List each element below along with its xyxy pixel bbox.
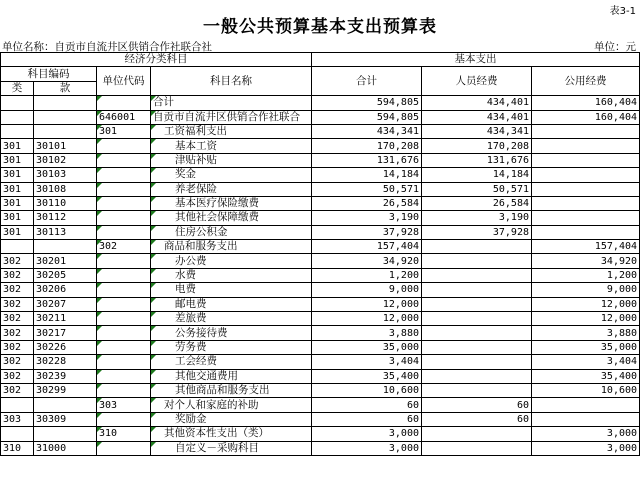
cell-class: [1, 240, 34, 254]
table-row: [1, 369, 640, 383]
cell-item: 30309: [34, 412, 97, 426]
cell-personnel: 60: [422, 412, 532, 426]
cell-item: 30113: [34, 225, 97, 239]
cell-total: 3,190: [312, 211, 422, 225]
cell-personnel: [422, 427, 532, 441]
cell-total: 37,928: [312, 225, 422, 239]
cell-class: [1, 124, 34, 138]
cell-unit-code: [97, 196, 151, 210]
cell-public: 3,000: [532, 427, 640, 441]
table-row: [1, 196, 640, 210]
table-row: [1, 312, 640, 326]
header-class: 类: [1, 81, 34, 95]
cell-public: 3,404: [532, 355, 640, 369]
cell-total: 9,000: [312, 283, 422, 297]
table-row: [1, 168, 640, 182]
cell-personnel: [422, 297, 532, 311]
cell-total: 60: [312, 412, 422, 426]
cell-public: 157,404: [532, 240, 640, 254]
cell-public: 9,000: [532, 283, 640, 297]
header-unit-code: 单位代码: [97, 67, 151, 96]
cell-unit-code: [97, 283, 151, 297]
cell-subject-name: 其他商品和服务支出: [151, 383, 312, 397]
cell-unit-code: 302: [97, 240, 151, 254]
cell-class: 301: [1, 211, 34, 225]
cell-public: 35,400: [532, 369, 640, 383]
cell-total: 35,400: [312, 369, 422, 383]
cell-subject-name: 公务接待费: [151, 326, 312, 340]
cell-personnel: [422, 254, 532, 268]
cell-personnel: [422, 283, 532, 297]
cell-public: 34,920: [532, 254, 640, 268]
cell-total: 12,000: [312, 297, 422, 311]
cell-unit-code: [97, 139, 151, 153]
table-row: [1, 398, 640, 412]
cell-total: 10,600: [312, 383, 422, 397]
cell-personnel: 50,571: [422, 182, 532, 196]
cell-public: [532, 153, 640, 167]
cell-total: 170,208: [312, 139, 422, 153]
cell-total: 35,000: [312, 340, 422, 354]
cell-item: 30207: [34, 297, 97, 311]
cell-unit-code: [97, 254, 151, 268]
cell-subject-name: 商品和服务支出: [151, 240, 312, 254]
cell-personnel: 26,584: [422, 196, 532, 210]
cell-unit-code: [97, 355, 151, 369]
cell-subject-name: 办公费: [151, 254, 312, 268]
cell-total: 50,571: [312, 182, 422, 196]
cell-public: 35,000: [532, 340, 640, 354]
cell-total: 3,404: [312, 355, 422, 369]
cell-public: 3,880: [532, 326, 640, 340]
cell-item: [34, 110, 97, 124]
cell-personnel: [422, 383, 532, 397]
cell-personnel: 3,190: [422, 211, 532, 225]
table-row: [1, 240, 640, 254]
cell-subject-name: 养老保险: [151, 182, 312, 196]
cell-item: 30201: [34, 254, 97, 268]
cell-personnel: 170,208: [422, 139, 532, 153]
cell-unit-code: [97, 268, 151, 282]
budget-table: [0, 52, 640, 456]
cell-item: 30206: [34, 283, 97, 297]
cell-personnel: [422, 355, 532, 369]
cell-unit-code: [97, 96, 151, 110]
cell-total: 60: [312, 398, 422, 412]
cell-subject-name: 奖金: [151, 168, 312, 182]
cell-personnel: 434,401: [422, 96, 532, 110]
cell-total: 1,200: [312, 268, 422, 282]
cell-personnel: 131,676: [422, 153, 532, 167]
cell-subject-name: 合计: [151, 96, 312, 110]
cell-class: 302: [1, 254, 34, 268]
cell-item: [34, 240, 97, 254]
cell-public: [532, 225, 640, 239]
cell-public: 160,404: [532, 96, 640, 110]
cell-personnel: [422, 240, 532, 254]
cell-item: 30108: [34, 182, 97, 196]
cell-public: [532, 412, 640, 426]
cell-item: 30110: [34, 196, 97, 210]
cell-item: [34, 427, 97, 441]
cell-public: 12,000: [532, 312, 640, 326]
table-row: [1, 326, 640, 340]
cell-item: 30101: [34, 139, 97, 153]
cell-personnel: [422, 441, 532, 455]
cell-total: 3,880: [312, 326, 422, 340]
cell-unit-code: [97, 383, 151, 397]
cell-total: 26,584: [312, 196, 422, 210]
cell-subject-name: 工资福利支出: [151, 124, 312, 138]
cell-class: 301: [1, 168, 34, 182]
cell-item: 30239: [34, 369, 97, 383]
table-row: [1, 225, 640, 239]
cell-unit-code: 646001: [97, 110, 151, 124]
cell-class: 302: [1, 355, 34, 369]
cell-class: 301: [1, 196, 34, 210]
cell-class: 302: [1, 326, 34, 340]
cell-public: [532, 398, 640, 412]
cell-personnel: 434,401: [422, 110, 532, 124]
cell-class: 302: [1, 383, 34, 397]
cell-subject-name: 水费: [151, 268, 312, 282]
cell-class: 302: [1, 283, 34, 297]
cell-total: 594,805: [312, 96, 422, 110]
cell-personnel: [422, 268, 532, 282]
header-row-1: [1, 53, 640, 67]
cell-public: 160,404: [532, 110, 640, 124]
table-row: [1, 182, 640, 196]
header-econ-class: 经济分类科目: [1, 53, 312, 67]
table-row: [1, 383, 640, 397]
cell-total: 3,000: [312, 427, 422, 441]
cell-personnel: [422, 312, 532, 326]
cell-unit-code: [97, 211, 151, 225]
page-title: 一般公共预算基本支出预算表: [203, 17, 437, 37]
cell-item: 30103: [34, 168, 97, 182]
header-personnel: 人员经费: [422, 67, 532, 96]
cell-class: [1, 96, 34, 110]
cell-unit-code: [97, 168, 151, 182]
cell-personnel: 37,928: [422, 225, 532, 239]
table-row: [1, 254, 640, 268]
header-subject-code: 科目编码: [1, 67, 97, 81]
cell-subject-name: 其他资本性支出（类）: [151, 427, 312, 441]
table-row: [1, 412, 640, 426]
cell-class: 301: [1, 139, 34, 153]
cell-class: 302: [1, 340, 34, 354]
cell-item: 31000: [34, 441, 97, 455]
cell-personnel: 434,341: [422, 124, 532, 138]
cell-item: 30102: [34, 153, 97, 167]
cell-public: [532, 211, 640, 225]
table-row: [1, 96, 640, 110]
cell-total: 14,184: [312, 168, 422, 182]
cell-public: 3,000: [532, 441, 640, 455]
cell-unit-code: [97, 182, 151, 196]
cell-subject-name: 劳务费: [151, 340, 312, 354]
cell-subject-name: 津贴补贴: [151, 153, 312, 167]
table-row: [1, 124, 640, 138]
cell-subject-name: 邮电费: [151, 297, 312, 311]
cell-public: 12,000: [532, 297, 640, 311]
table-row: [1, 153, 640, 167]
cell-item: 30226: [34, 340, 97, 354]
cell-personnel: [422, 326, 532, 340]
table-row: [1, 297, 640, 311]
cell-item: [34, 124, 97, 138]
cell-subject-name: 差旅费: [151, 312, 312, 326]
cell-unit-code: [97, 369, 151, 383]
cell-item: [34, 398, 97, 412]
cell-total: 12,000: [312, 312, 422, 326]
currency-unit-label: 单位：元: [594, 41, 636, 53]
cell-public: [532, 196, 640, 210]
cell-class: 301: [1, 153, 34, 167]
cell-item: 30217: [34, 326, 97, 340]
cell-personnel: 14,184: [422, 168, 532, 182]
cell-class: 302: [1, 268, 34, 282]
cell-public: [532, 124, 640, 138]
cell-subject-name: 其他社会保障缴费: [151, 211, 312, 225]
table-row: [1, 211, 640, 225]
cell-public: 10,600: [532, 383, 640, 397]
cell-class: 302: [1, 369, 34, 383]
cell-total: 434,341: [312, 124, 422, 138]
cell-class: 303: [1, 412, 34, 426]
cell-unit-code: [97, 412, 151, 426]
cell-item: 30211: [34, 312, 97, 326]
cell-public: 1,200: [532, 268, 640, 282]
header-total: 合计: [312, 67, 422, 96]
table-row: [1, 340, 640, 354]
cell-total: 594,805: [312, 110, 422, 124]
cell-subject-name: 对个人和家庭的补助: [151, 398, 312, 412]
cell-item: 30205: [34, 268, 97, 282]
header-subject-name: 科目名称: [151, 67, 312, 96]
cell-class: 302: [1, 297, 34, 311]
header-basic-expense: 基本支出: [312, 53, 640, 67]
header-item: 款: [34, 81, 97, 95]
cell-subject-name: 工会经费: [151, 355, 312, 369]
cell-total: 34,920: [312, 254, 422, 268]
cell-class: [1, 398, 34, 412]
header-row-2: [1, 67, 640, 81]
cell-subject-name: 自定义－采购科目: [151, 441, 312, 455]
cell-total: 157,404: [312, 240, 422, 254]
cell-unit-code: 301: [97, 124, 151, 138]
cell-public: [532, 168, 640, 182]
table-row: [1, 139, 640, 153]
cell-public: [532, 182, 640, 196]
cell-class: [1, 110, 34, 124]
table-row: [1, 268, 640, 282]
cell-personnel: [422, 340, 532, 354]
cell-subject-name: 基本工资: [151, 139, 312, 153]
cell-unit-code: 303: [97, 398, 151, 412]
cell-total: 131,676: [312, 153, 422, 167]
cell-unit-code: [97, 441, 151, 455]
cell-subject-name: 自贡市自流井区供销合作社联合: [151, 110, 312, 124]
cell-total: 3,000: [312, 441, 422, 455]
cell-class: 301: [1, 225, 34, 239]
cell-unit-code: [97, 153, 151, 167]
cell-subject-name: 奖励金: [151, 412, 312, 426]
table-row: [1, 355, 640, 369]
table-row: [1, 110, 640, 124]
cell-unit-code: 310: [97, 427, 151, 441]
cell-item: 30299: [34, 383, 97, 397]
cell-unit-code: [97, 225, 151, 239]
table-row: [1, 441, 640, 455]
cell-class: 301: [1, 182, 34, 196]
cell-item: 30112: [34, 211, 97, 225]
cell-subject-name: 基本医疗保险缴费: [151, 196, 312, 210]
cell-subject-name: 住房公积金: [151, 225, 312, 239]
cell-class: [1, 427, 34, 441]
cell-unit-code: [97, 297, 151, 311]
cell-class: 302: [1, 312, 34, 326]
cell-class: 310: [1, 441, 34, 455]
cell-subject-name: 电费: [151, 283, 312, 297]
table-number: 表3-1: [609, 6, 636, 17]
cell-item: [34, 96, 97, 110]
cell-personnel: 60: [422, 398, 532, 412]
table-row: [1, 283, 640, 297]
header-public: 公用经费: [532, 67, 640, 96]
cell-unit-code: [97, 312, 151, 326]
cell-unit-code: [97, 340, 151, 354]
cell-public: [532, 139, 640, 153]
table-row: [1, 427, 640, 441]
unit-name-label: 单位名称：自贡市自流井区供销合作社联合社: [2, 41, 212, 53]
cell-item: 30228: [34, 355, 97, 369]
cell-personnel: [422, 369, 532, 383]
cell-subject-name: 其他交通费用: [151, 369, 312, 383]
cell-unit-code: [97, 326, 151, 340]
